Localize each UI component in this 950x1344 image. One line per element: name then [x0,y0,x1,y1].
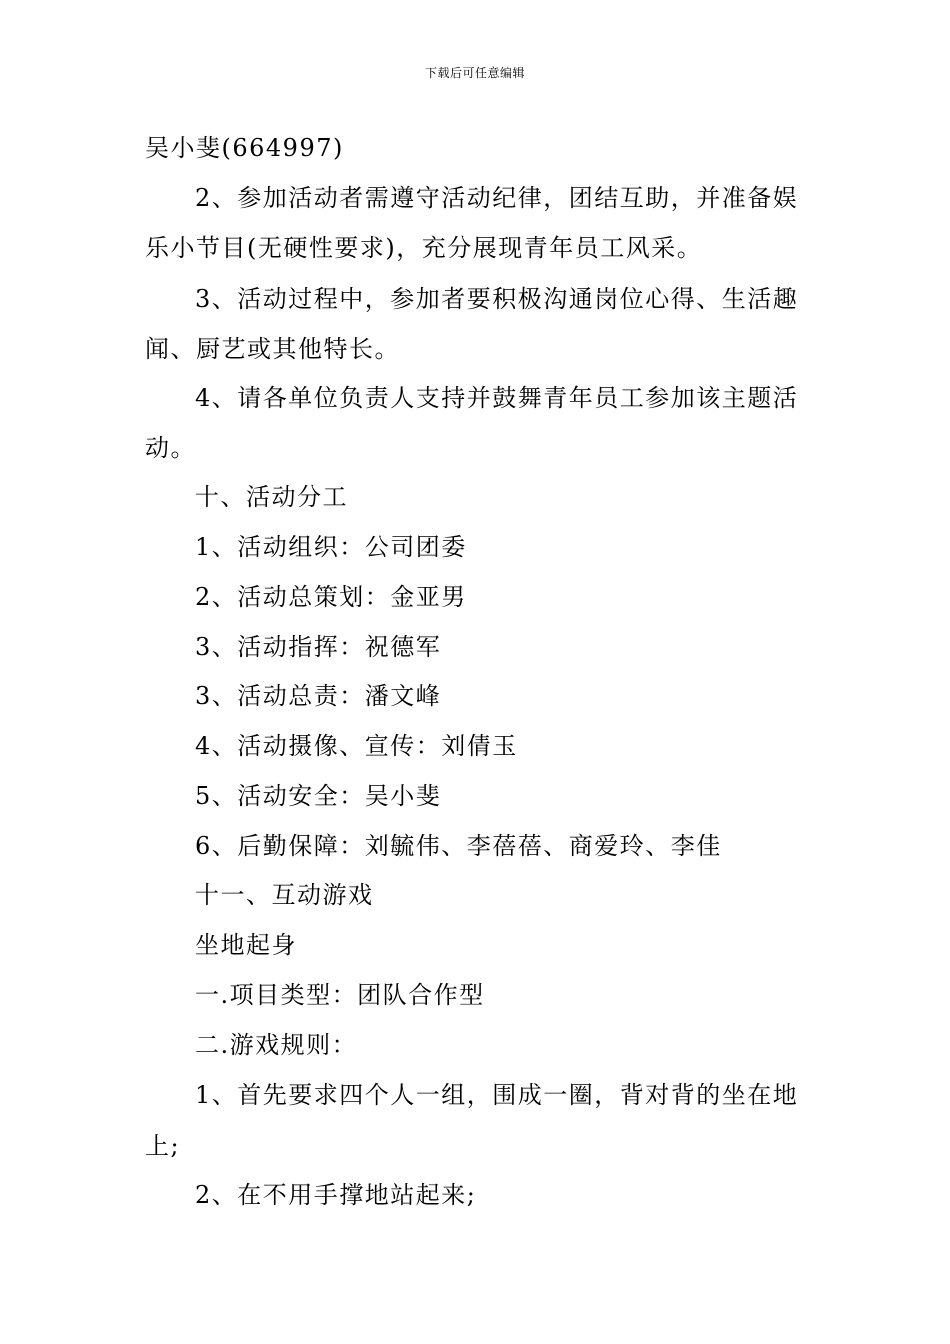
text-line: 乐小节目(无硬性要求)，充分展现青年员工风采。 [145,234,703,262]
text-line: 2、在不用手撑地站起来; [195,1181,477,1209]
text-line: 3、活动过程中，参加者要积极沟通岗位心得、生活趣 [195,285,799,313]
text-line: 4、活动摄像、宣传：刘倩玉 [195,732,518,760]
text-line: 一.项目类型：团队合作型 [195,981,485,1009]
text-line: 上; [145,1132,181,1160]
section-heading: 十、活动分工 [195,483,348,511]
text-line: 1、活动组织：公司团委 [195,533,467,561]
section-heading: 十一、互动游戏 [195,881,374,909]
text-line: 2、参加活动者需遵守活动纪律，团结互助，并准备娱 [195,184,799,212]
text-line: 坐地起身 [195,931,297,959]
page-header: 下载后可任意编辑 [424,66,525,80]
text-line: 闻、厨艺或其他特长。 [145,335,400,363]
text-line: 吴小斐(664997) [145,134,344,162]
text-line: 3、活动总责：潘文峰 [195,682,442,710]
text-line: 6、后勤保障：刘毓伟、李蓓蓓、商爱玲、李佳 [195,832,722,860]
text-line: 二.游戏规则： [195,1031,358,1059]
text-line: 1、首先要求四个人一组，围成一圈，背对背的坐在地 [195,1081,799,1109]
text-line: 3、活动指挥：祝德军 [195,633,442,661]
text-line: 2、活动总策划：金亚男 [195,583,467,611]
text-line: 5、活动安全：吴小斐 [195,782,442,810]
text-line: 动。 [145,434,196,462]
text-line: 4、请各单位负责人支持并鼓舞青年员工参加该主题活 [195,384,799,412]
